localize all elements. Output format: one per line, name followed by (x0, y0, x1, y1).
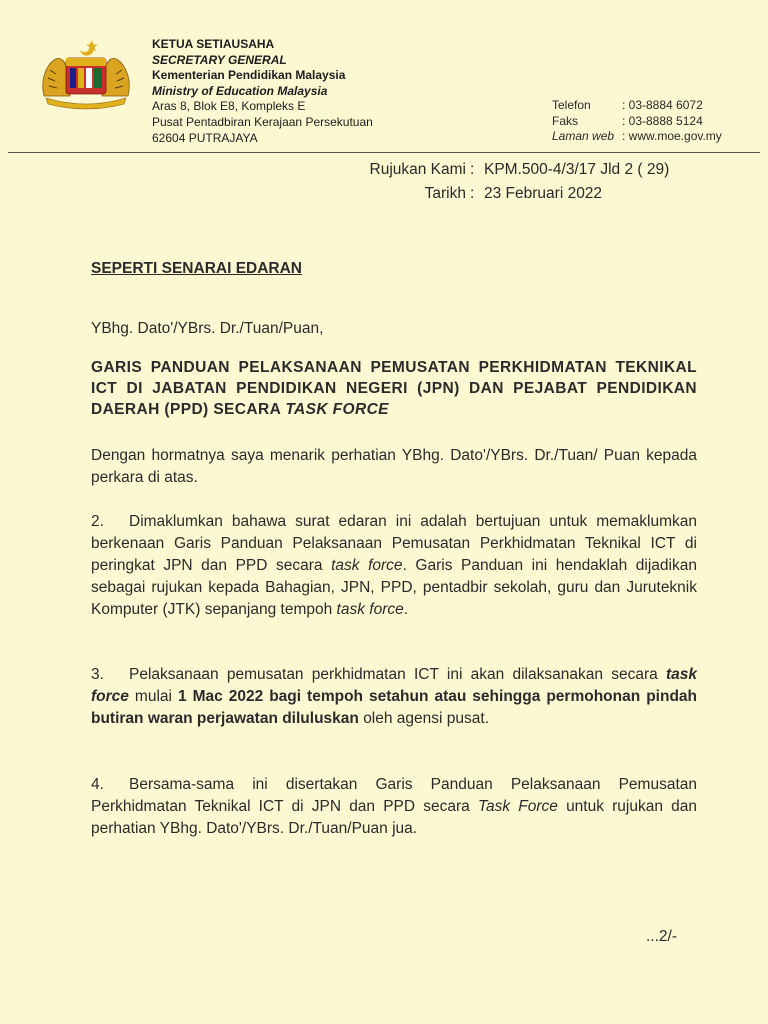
ref-value: KPM.500-4/3/17 Jld 2 ( 29) (484, 161, 670, 178)
web-label: Laman web (552, 129, 615, 144)
address-line: 62604 PUTRAJAYA (152, 130, 258, 145)
paragraph-text: . Garis Panduan ini hendaklah dijadikan sebagai rujukan kepada Bahagian, JPN, PPD, pentadbir sekolah, guru dan Juruteknik Komputer (JTK) sepanjang tempoh (91, 557, 697, 618)
ministry-header (152, 37, 373, 146)
paragraph-text: Dimaklumkan bahawa surat edaran ini adalah bertujuan untuk memaklumkan berkenaan Garis Panduan Pelaksanaan Pemusatan Perkhidmatan Teknikal ICT di peringkat JPN dan PPD secara (91, 513, 697, 574)
web-value: : www.moe.gov.my (622, 129, 722, 144)
header-title-en: SECRETARY GENERAL (152, 52, 287, 67)
paragraph-number: 4. (91, 776, 104, 793)
date-colon: : (470, 185, 475, 202)
paragraph-text: mulai (134, 688, 172, 705)
reference-colons (470, 158, 474, 206)
italic-term: Task Force (477, 798, 558, 815)
start-date: 1 Mac 2022 (177, 688, 264, 705)
contact-block (552, 98, 722, 145)
date-value: 23 Februari 2022 (484, 185, 603, 202)
paragraph-number: 3. (91, 666, 104, 683)
paragraph-2 (91, 511, 697, 621)
fax-label: Faks (552, 113, 579, 128)
ref-colon: : (470, 161, 475, 178)
italic-term: task force (336, 601, 404, 618)
paragraph-text: Pelaksanaan pemusatan perkhidmatan ICT ini akan dilaksanakan secara (129, 666, 658, 683)
fax-value: : 03-8888 5124 (622, 113, 703, 128)
reference-values (484, 158, 669, 206)
paragraph-4 (91, 774, 697, 840)
italic-term: task force (331, 557, 403, 574)
bold-italic-term: task force (91, 666, 698, 705)
paragraph-text: Bersama-sama ini disertakan Garis Panduan Pelaksanaan Pemusatan Perkhidmatan Teknikal ICT di JPN dan PPD secara (91, 776, 697, 815)
paragraph-text: oleh agensi pusat. (363, 710, 490, 727)
paragraph-number: 2. (91, 513, 104, 530)
paragraph-text: untuk rujukan dan perhatian YBhg. Dato'/YBrs. Dr./Tuan/Puan jua. (91, 798, 697, 837)
paragraph-text: . (403, 601, 409, 618)
address-line: Pusat Pentadbiran Kerajaan Persekutuan (152, 114, 373, 129)
header-title: KETUA SETIAUSAHA (152, 37, 275, 51)
ministry-name: Kementerian Pendidikan Malaysia (152, 68, 346, 83)
coat-of-arms-emblem (36, 36, 136, 110)
tel-value: : 03-8884 6072 (622, 98, 703, 112)
salutation: YBhg. Dato'/YBrs. Dr./Tuan/Puan, (91, 320, 324, 337)
ref-label: Rujukan Kami (369, 161, 466, 178)
date-label: Tarikh (424, 185, 466, 202)
address-line: Aras 8, Blok E8, Kompleks E (152, 99, 306, 114)
page-continuation: ...2/- (646, 928, 678, 945)
paragraph-3 (91, 664, 697, 730)
bold-text: bagi tempoh setahun atau sehingga permohonan pindah butiran waran perjawatan diluluskan (91, 688, 697, 727)
ministry-name-en: Ministry of Education Malaysia (152, 83, 328, 98)
subject-emphasis: TASK FORCE (285, 401, 389, 418)
letter-subject (91, 357, 697, 420)
subject-text: GARIS PANDUAN PELAKSANAAN PEMUSATAN PERKHIDMATAN TEKNIKAL ICT DI JABATAN PENDIDIKAN NEGERI (JPN) DAN PEJABAT PENDIDIKAN DAERAH (PPD) SECARA (91, 359, 697, 418)
distribution-heading: SEPERTI SENARAI EDARAN (91, 260, 302, 277)
paragraph-1: Dengan hormatnya saya menarik perhatian YBhg. Dato'/YBrs. Dr./Tuan/ Puan kepada perkara di atas. (91, 447, 697, 486)
tel-label: Telefon (552, 98, 591, 112)
reference-labels (344, 158, 466, 206)
header-divider (8, 152, 760, 153)
